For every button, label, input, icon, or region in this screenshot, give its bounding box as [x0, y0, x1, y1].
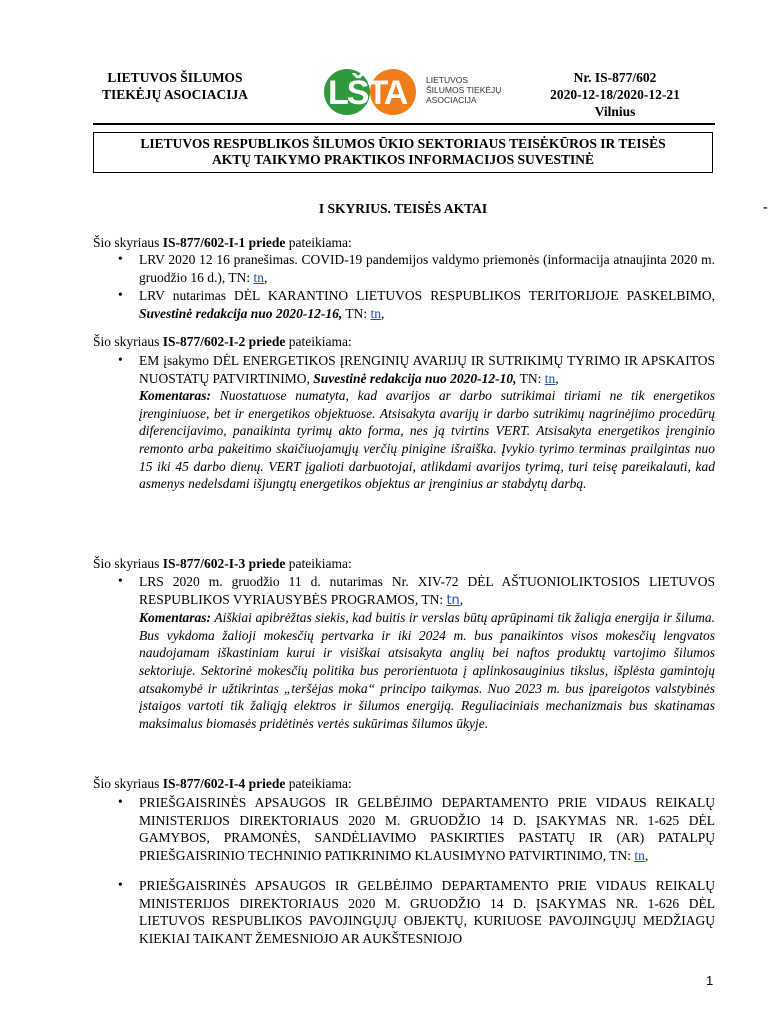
- logo-sub-2: ŠILUMOS TIEKĖJŲ: [426, 85, 502, 95]
- org-line-1: LIETUVOS ŠILUMOS: [107, 70, 243, 85]
- tn-link[interactable]: tn: [253, 269, 265, 285]
- document-title: [93, 132, 713, 173]
- tn-link[interactable]: tn: [446, 592, 460, 608]
- organization-name: [95, 69, 255, 103]
- tn-link[interactable]: tn: [544, 370, 556, 386]
- bullet: •: [118, 251, 123, 266]
- bullet: •: [118, 352, 123, 367]
- list-item: PRIEŠGAISRINĖS APSAUGOS IR GELBĖJIMO DEPARTAMENTO PRIE VIDAUS REIKALŲ MINISTERIJOS DIREKTORIAUS 2020 M. GRUODŽIO 14 D. ĮSAKYMAS NR. 1-626 DĖL LIETUVOS RESPUBLIKOS PAVOJINGŲJŲ OBJEKTŲ, KURIUOSE PAVOJINGŲJŲ MEDŽIAGŲ KIEKIAI TAIKANT ŽEMESNIOJO AR AUKŠTESNIOJO: [139, 878, 715, 946]
- doc-number: Nr. IS-877/602: [573, 70, 657, 85]
- doc-dates: 2020-12-18/2020-12-21: [550, 87, 680, 102]
- chapter-title: I SKYRIUS. TEISĖS AKTAI: [318, 201, 488, 216]
- list-item: EM įsakymo DĖL ENERGETIKOS ĮRENGINIŲ AVARIJŲ IR SUTRIKIMŲ TYRIMO IR APSKAITOS NUOSTATŲ PATVIRTINIMO, Suvestinė redakcija nuo 2020-12-10, TN: tn, Komentaras: Nuostatuose numatyta, kad avarijos ar darbo sutrikimai tiriami ne tik energetikos įrenginiuose, bet ir energetikos objektuose. Atsisakyta avarijų ir darbo sutrikimų nagrinėjimo procedūrų diferencijavimo, panaikinta tyrimų akto forma, nes ją tvirtins VERT. Atsisakyta energetikos įrenginio remonto arba pakeitimo skaičiuojamųjų verčių pinigine išraiška. Įvykio tyrimo terminas prailgintas nuo 15 iki 45 darbo dienų. VERT įgalioti darbuotojai, atlikdami avarijos tyrimą, turi teisę pareikalauti, kad asmenys nedelsdami išjungtų energetikos objektus ar įrenginius ar stabdytų darbą.: [139, 353, 716, 492]
- list-item: LRV nutarimas DĖL KARANTINO LIETUVOS RESPUBLIKOS TERITORIJOJE PASKELBIMO, Suvestinė redakcija nuo 2020-12-16, TN: tn,: [139, 288, 715, 321]
- section-intro: Šio skyriaus IS-877/602-I-1 priede pateikiama:: [93, 235, 352, 250]
- document-reference: [520, 69, 710, 120]
- comment: Komentaras: Nuostatuose numatyta, kad avarijos ar darbo sutrikimai tiriami ne tik energetikos įrenginiuose, bet ir energetikos objektuose. Atsisakyta avarijų ir darbo sutrikimų nagrinėjimo procedūrų diferencijavimo, panaikinta tyrimų akto forma, nes ją tvirtins VERT. Atsisakyta energetikos įrenginio remonto arba pakeitimo skaičiuojamųjų verčių pinigine išraiška. Įvykio tyrimo terminas prailgintas nuo 15 iki 45 darbo dienų. VERT įgalioti darbuotojai, atlikdami avarijos tyrimą, turi teisę pareikalauti, kad asmenys nedelsdami išjungtų energetikos objektus ar įrenginius ar stabdytų darbą.: [139, 388, 716, 492]
- list-item: PRIEŠGAISRINĖS APSAUGOS IR GELBĖJIMO DEPARTAMENTO PRIE VIDAUS REIKALŲ MINISTERIJOS DIREKTORIAUS 2020 M. GRUODŽIO 14 D. ĮSAKYMAS NR. 1-625 DĖL GAMYBOS, PRAMONĖS, SANDĖLIAVIMO PASKIRTIES PASTATŲ IR (AR) PATALPŲ PRIEŠGAISRINIO TECHNINIO PATIKRINIMO KLAUSIMYNO PATVIRTINIMO, TN: tn,: [139, 795, 715, 863]
- comment: Komentaras: Aiškiai apibrėžtas siekis, kad buitis ir verslas būtų aprūpinami tik žaliąja energija ir šiluma. Bus vykdoma žalioji mokesčių pertvarka ir iki 2024 m. bus panaikintos visos mokesčių lengvatos naudojamam iškastiniam kurui ir visiškai atsisakyta anglių bei naftos produktų vartojimo šilumos sektoriuje. Sektorinė mokesčių politika bus perorientuota į aplinkosauginius tikslus, išplėsta gamintojų atsakomybė ir užtikrintas „teršėjas moka“ principo taikymas. Nuo 2023 m. bus įpareigotos valstybinės įstaigos vartoti tik žaliąją elektros ir šilumos energiją. Reguliaciniais mechanizmais bus skatinamas maksimalus biomasės pridėtinės vertės sukūrimas šilumos ūkyje.: [139, 610, 715, 731]
- lsta-logo: [323, 68, 503, 116]
- stray-mark: -: [763, 200, 768, 215]
- logo-text: LŠTA: [328, 74, 407, 112]
- bullet: •: [118, 877, 123, 892]
- list-item: LRV 2020 12 16 pranešimas. COVID-19 pandemijos valdymo priemonės (informacija atnaujinta 2020 m. gruodžio 16 d.), TN: tn,: [139, 252, 715, 285]
- section-intro: Šio skyriaus IS-877/602-I-3 priede pateikiama:: [93, 556, 352, 571]
- bullet: •: [118, 287, 123, 302]
- logo-sub-3: ASOCIACIJA: [426, 95, 477, 105]
- list-item: LRS 2020 m. gruodžio 11 d. nutarimas Nr. XIV-72 DĖL AŠTUONIOLIKTOSIOS LIETUVOS RESPUBLIKOS VYRIAUSYBĖS PROGRAMOS, TN: tn, Komentaras: Aiškiai apibrėžtas siekis, kad buitis ir verslas būtų aprūpinami tik žaliąja energija ir šiluma. Bus vykdoma žalioji mokesčių pertvarka ir iki 2024 m. bus panaikintos visos mokesčių lengvatos naudojamam iškastiniam kurui ir visiškai atsisakyta anglių bei naftos produktų vartojimo šilumos sektoriuje. Sektorinė mokesčių politika bus perorientuota į aplinkosauginius tikslus, išplėsta gamintojų atsakomybė ir užtikrintas „teršėjas moka“ principo taikymas. Nuo 2023 m. bus įpareigotos valstybinės įstaigos vartoti tik žaliąją elektros ir šilumos energiją. Reguliaciniais mechanizmais bus skatinamas maksimalus biomasės pridėtinės vertės sukūrimas šilumos ūkyje.: [139, 574, 715, 731]
- org-line-2: TIEKĖJŲ ASOCIACIJA: [102, 87, 248, 102]
- title-line-1: LIETUVOS RESPUBLIKOS ŠILUMOS ŪKIO SEKTORIAUS TEISĖKŪROS IR TEISĖS: [140, 136, 666, 151]
- bullet: •: [118, 794, 123, 809]
- tn-link[interactable]: tn: [634, 847, 645, 863]
- tn-link[interactable]: tn: [370, 305, 382, 321]
- page-number: 1: [706, 973, 714, 988]
- header-divider: [93, 123, 715, 125]
- logo-sub-1: LIETUVOS: [426, 75, 469, 85]
- section-intro: Šio skyriaus IS-877/602-I-4 priede pateikiama:: [93, 776, 352, 791]
- title-line-2: AKTŲ TAIKYMO PRAKTIKOS INFORMACIJOS SUVESTINĖ: [211, 152, 595, 167]
- section-intro: Šio skyriaus IS-877/602-I-2 priede pateikiama:: [93, 334, 352, 349]
- doc-city: Vilnius: [594, 104, 636, 119]
- bullet: •: [118, 573, 123, 588]
